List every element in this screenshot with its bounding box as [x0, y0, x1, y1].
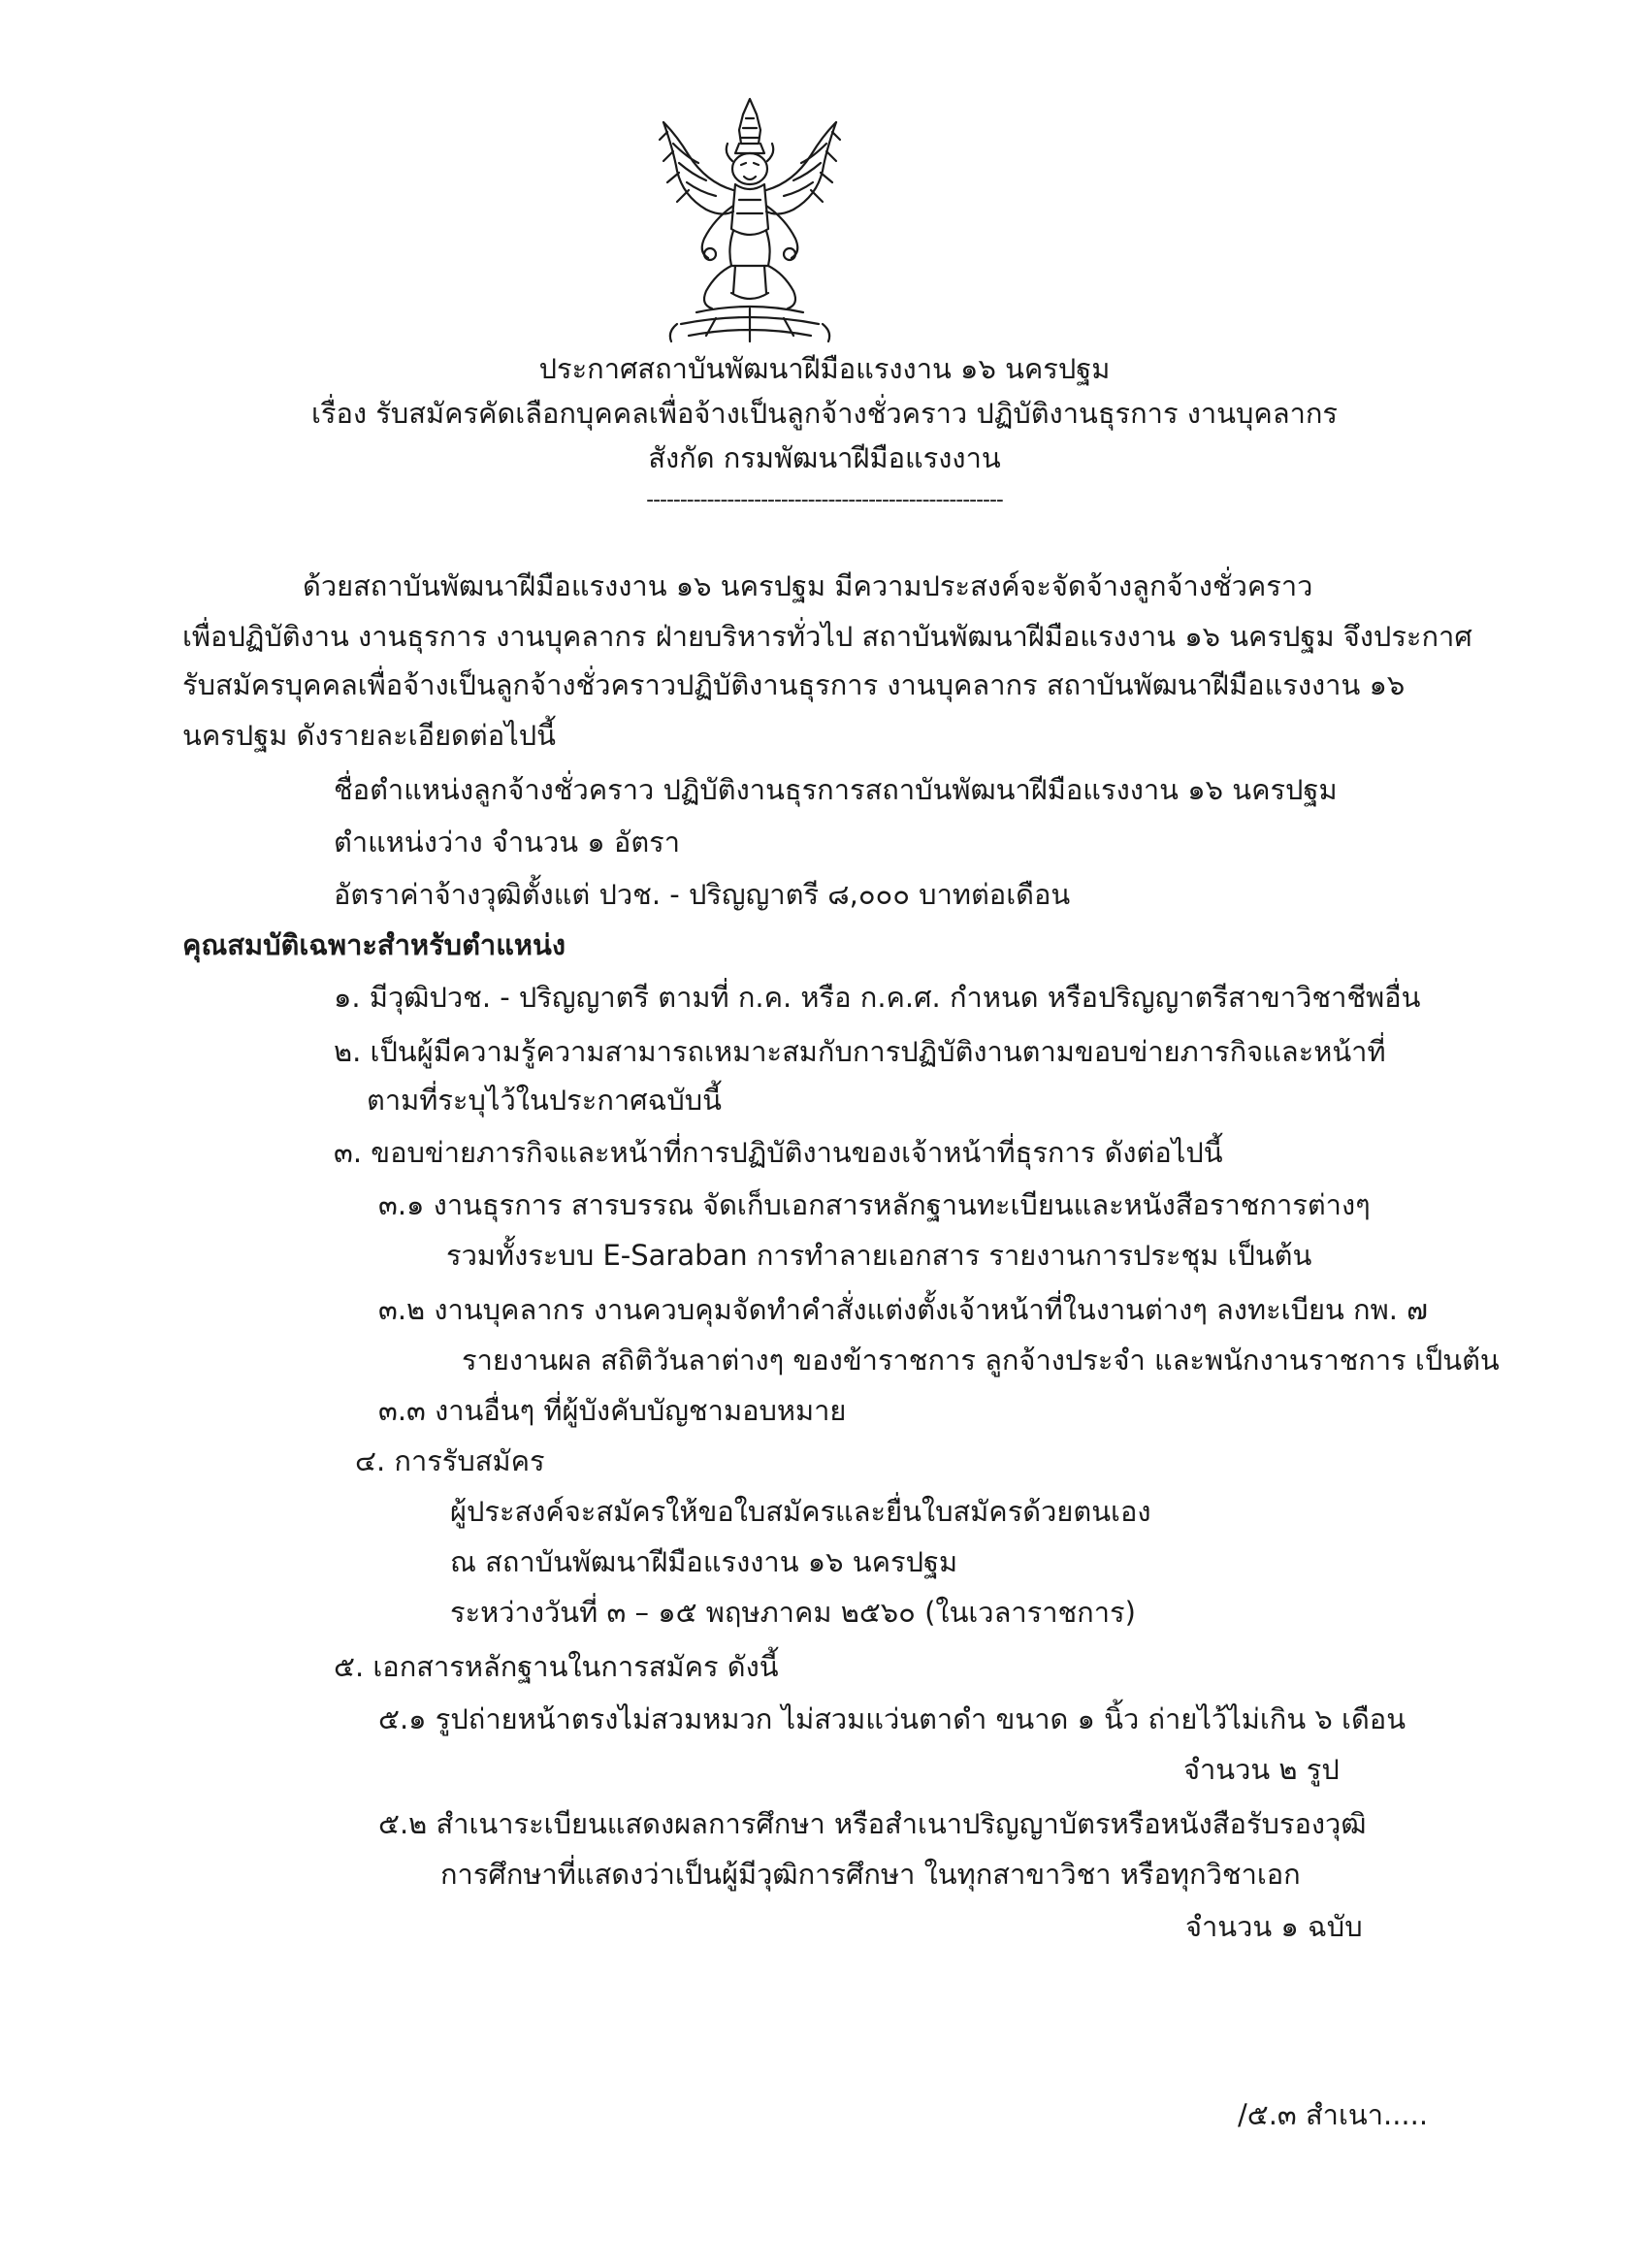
paragraph-line: เพื่อปฏิบัติงาน งานธุรการ งานบุคลากร ฝ่ายบริหารทั่วไป สถาบันพัฒนาฝีมือแรงงาน ๑๖ นครปฐม จึงประกาศ: [182, 620, 1472, 653]
paragraph-line: ด้วยสถาบันพัฒนาฝีมือแรงงาน ๑๖ นครปฐม มีความประสงค์จะจัดจ้างลูกจ้างชั่วคราว: [303, 569, 1313, 602]
document-item: ๕.๒ สำเนาระเบียนแสดงผลการศึกษา หรือสำเนาปริญญาบัตรหรือหนังสือรับรองวุฒิ: [378, 1807, 1367, 1840]
duties-heading: ๓. ขอบข่ายภารกิจและหน้าที่การปฏิบัติงานของเจ้าหน้าที่ธุรการ ดังต่อไปนี้: [334, 1136, 1223, 1169]
announcement-title: ประกาศสถาบันพัฒนาฝีมือแรงงาน ๑๖ นครปฐม: [538, 352, 1111, 385]
duty-item: ๓.๓ งานอื่นๆ ที่ผู้บังคับบัญชามอบหมาย: [378, 1394, 847, 1427]
announcement-affiliation: สังกัด กรมพัฒนาฝีมือแรงงาน: [648, 441, 1001, 474]
position-title: ชื่อตำแหน่งลูกจ้างชั่วคราว ปฏิบัติงานธุรการสถาบันพัฒนาฝีมือแรงงาน ๑๖ นครปฐม: [334, 773, 1338, 806]
page-continuation: /๕.๓ สำเนา.....: [1238, 2098, 1429, 2131]
duty-item: ๓.๑ งานธุรการ สารบรรณ จัดเก็บเอกสารหลักฐานทะเบียนและหนังสือราชการต่างๆ: [378, 1188, 1371, 1221]
header-separator: -----------------------------------------------------: [646, 488, 1003, 512]
qualification-item-continued: ตามที่ระบุไว้ในประกาศฉบับนี้: [367, 1084, 722, 1117]
duty-item-continued: รายงานผล สถิติวันลาต่างๆ ของข้าราชการ ลูกจ้างประจำ และพนักงานราชการ เป็นต้น: [462, 1344, 1500, 1377]
application-detail: ผู้ประสงค์จะสมัครให้ขอใบสมัครและยื่นใบสมัครด้วยตนเอง: [450, 1495, 1151, 1528]
document-item-continued: การศึกษาที่แสดงว่าเป็นผู้มีวุฒิการศึกษา ในทุกสาขาวิชา หรือทุกวิชาเอก: [440, 1858, 1301, 1891]
documents-heading: ๕. เอกสารหลักฐานในการสมัคร ดังนี้: [334, 1650, 779, 1683]
application-heading: ๔. การรับสมัคร: [355, 1444, 545, 1477]
vacancy-count: ตำแหน่งว่าง จำนวน ๑ อัตรา: [334, 826, 681, 859]
duty-item-continued: รวมทั้งระบบ E-Saraban การทำลายเอกสาร รายงานการประชุม เป็นต้น: [446, 1239, 1312, 1272]
application-location: ณ สถาบันพัฒนาฝีมือแรงงาน ๑๖ นครปฐม: [450, 1545, 958, 1578]
application-dates: ระหว่างวันที่ ๓ – ๑๕ พฤษภาคม ๒๕๖๐ (ในเวลาราชการ): [450, 1596, 1136, 1629]
garuda-emblem-icon: [638, 93, 861, 355]
document-item: ๕.๑ รูปถ่ายหน้าตรงไม่สวมหมวก ไม่สวมแว่นตาดำ ขนาด ๑ นิ้ว ถ่ายไว้ไม่เกิน ๖ เดือน: [378, 1702, 1406, 1735]
announcement-subject: เรื่อง รับสมัครคัดเลือกบุคคลเพื่อจ้างเป็นลูกจ้างชั่วคราว ปฏิบัติงานธุรการ งานบุคลากร: [310, 397, 1339, 430]
document-quantity: จำนวน ๒ รูป: [1183, 1753, 1340, 1786]
qualification-item: ๑. มีวุฒิปวช. - ปริญญาตรี ตามที่ ก.ค. หรือ ก.ค.ศ. กำหนด หรือปริญญาตรีสาขาวิชาชีพอื่น: [334, 981, 1421, 1014]
paragraph-line: รับสมัครบุคคลเพื่อจ้างเป็นลูกจ้างชั่วคราวปฏิบัติงานธุรการ งานบุคลากร สถาบันพัฒนาฝีมือแรงงาน ๑๖: [182, 668, 1406, 701]
document-quantity: จำนวน ๑ ฉบับ: [1185, 1910, 1363, 1943]
duty-item: ๓.๒ งานบุคลากร งานควบคุมจัดทำคำสั่งแต่งตั้งเจ้าหน้าที่ในงานต่างๆ ลงทะเบียน กพ. ๗: [378, 1293, 1428, 1326]
qualification-item: ๒. เป็นผู้มีความรู้ความสามารถเหมาะสมกับการปฏิบัติงานตามขอบข่ายภารกิจและหน้าที่: [334, 1035, 1386, 1068]
salary-rate: อัตราค่าจ้างวุฒิตั้งแต่ ปวช. - ปริญญาตรี ๘,๐๐๐ บาทต่อเดือน: [334, 878, 1071, 911]
paragraph-line: นครปฐม ดังรายละเอียดต่อไปนี้: [182, 719, 556, 752]
qualifications-heading: คุณสมบัติเฉพาะสำหรับตำแหน่ง: [182, 928, 566, 961]
